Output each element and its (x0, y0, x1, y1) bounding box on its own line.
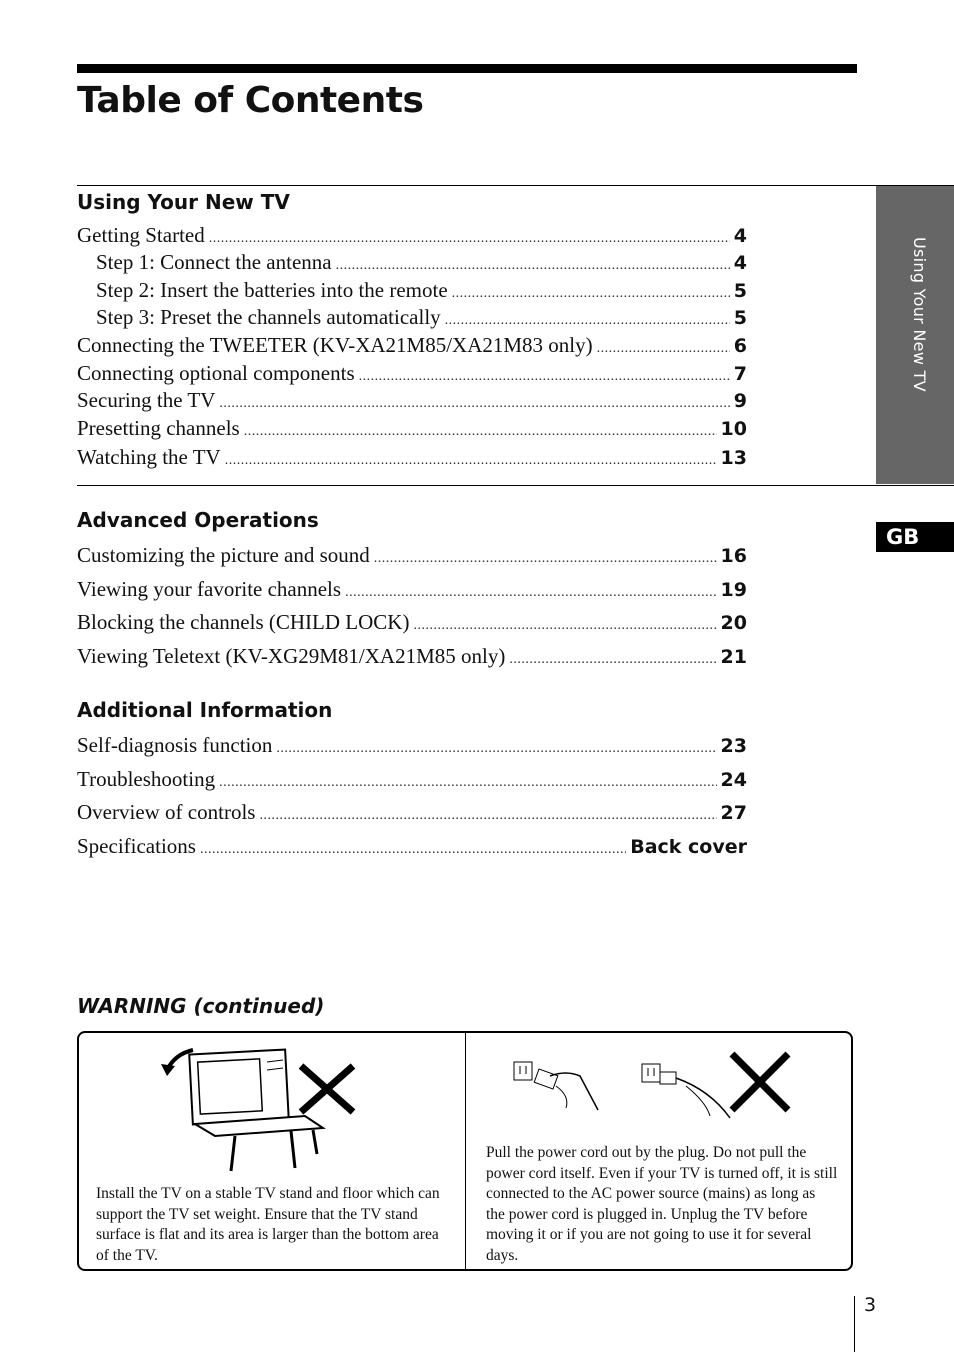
toc-entry[interactable] (77, 388, 747, 414)
toc-entry[interactable] (77, 577, 747, 603)
toc-entry[interactable] (77, 644, 747, 670)
toc-entry-page: 27 (720, 802, 747, 824)
toc-entry-page: 16 (720, 545, 747, 567)
leader-dots (219, 396, 729, 412)
toc-entry-label: Connecting optional components (77, 361, 355, 385)
leader-dots (413, 618, 716, 634)
leader-dots (597, 341, 730, 357)
toc-entry-page: 7 (733, 363, 747, 385)
page-title: Table of Contents (77, 80, 424, 121)
toc-entry-page: 21 (720, 646, 747, 668)
toc-entry-page: 9 (733, 390, 747, 412)
side-tab-label: Using Your New TV (910, 237, 929, 392)
section-heading-additional: Additional Information (77, 698, 333, 722)
leader-dots (509, 652, 716, 668)
top-rule (77, 64, 857, 73)
leader-dots (345, 585, 716, 601)
toc-entry-page: 5 (733, 307, 747, 329)
section-heading-using: Using Your New TV (77, 190, 290, 214)
toc-entry[interactable] (77, 333, 747, 359)
leader-dots (276, 741, 716, 757)
toc-entry-label: Presetting channels (77, 416, 240, 440)
language-tab: GB (876, 522, 954, 552)
toc-entry-label: Specifications (77, 834, 196, 858)
toc-entry[interactable] (77, 361, 747, 387)
section-rule-bottom (77, 485, 954, 486)
toc-entry-page: 6 (733, 335, 747, 357)
toc-entry[interactable] (96, 278, 747, 304)
leader-dots (200, 842, 626, 858)
toc-entry-page: 10 (720, 418, 747, 440)
page-number-rule (854, 1296, 855, 1352)
toc-entry[interactable] (77, 223, 747, 249)
section-heading-advanced: Advanced Operations (77, 508, 319, 532)
warning-divider (465, 1033, 466, 1271)
toc-entry-page: 19 (720, 579, 747, 601)
pull-cord-by-plug-illustration (510, 1046, 800, 1126)
page-number: 3 (864, 1294, 877, 1316)
leader-dots (452, 286, 730, 302)
toc-entry-label: Viewing Teletext (KV-XG29M81/XA21M85 only) (77, 644, 506, 668)
toc-entry-label: Self-diagnosis function (77, 733, 273, 757)
warning-right-text: Pull the power cord out by the plug. Do not pull the power cord itself. Even if your TV is turned off, it is still connected to the AC power source (mains) as long as the power cord is plugged in. Unplug the TV before moving it or if you are not going to use it for several days. (486, 1144, 838, 1264)
tv-tipping-over-illustration (155, 1036, 365, 1176)
toc-entry-label: Customizing the picture and sound (77, 543, 370, 567)
leader-dots (219, 775, 716, 791)
toc-entry[interactable] (77, 834, 747, 860)
toc-entry-label: Step 2: Insert the batteries into the remote (96, 278, 448, 302)
leader-dots (374, 551, 717, 567)
toc-entry-label: Securing the TV (77, 388, 216, 412)
toc-entry-label: Step 3: Preset the channels automatically (96, 305, 441, 329)
toc-entry-label: Blocking the channels (CHILD LOCK) (77, 610, 410, 634)
toc-entry-page: 24 (720, 769, 747, 791)
toc-entry-page: 5 (733, 280, 747, 302)
leader-dots (225, 453, 717, 469)
toc-entry-page: 13 (720, 447, 747, 469)
toc-entry[interactable] (77, 543, 747, 569)
toc-entry-page: 23 (720, 735, 747, 757)
toc-entry-label: Viewing your favorite channels (77, 577, 342, 601)
section-rule-top (77, 185, 954, 186)
toc-entry-label: Connecting the TWEETER (KV-XA21M85/XA21M83 only) (77, 333, 593, 357)
toc-entry-label: Troubleshooting (77, 767, 216, 791)
toc-entry[interactable] (96, 305, 747, 331)
leader-dots (336, 258, 730, 274)
toc-entry-page: 4 (733, 252, 747, 274)
toc-entry-page: Back cover (630, 836, 747, 858)
toc-entry[interactable] (77, 800, 747, 826)
toc-entry-label: Step 1: Connect the antenna (96, 250, 332, 274)
toc-entry-page: 4 (733, 225, 747, 247)
toc-entry[interactable] (77, 767, 747, 793)
warning-heading: WARNING (continued) (77, 994, 325, 1018)
toc-entry[interactable] (77, 416, 747, 442)
toc-entry-label: Watching the TV (77, 445, 221, 469)
leader-dots (445, 313, 730, 329)
leader-dots (244, 424, 717, 440)
toc-entry-label: Overview of controls (77, 800, 256, 824)
toc-entry[interactable] (77, 733, 747, 759)
toc-entry[interactable] (77, 445, 747, 471)
leader-dots (259, 808, 716, 824)
leader-dots (209, 231, 730, 247)
toc-entry[interactable] (96, 250, 747, 276)
leader-dots (359, 369, 730, 385)
toc-entry-page: 20 (720, 612, 747, 634)
toc-entry[interactable] (77, 610, 747, 636)
warning-left-text: Install the TV on a stable TV stand and floor which can support the TV set weight. Ensure that the TV stand surface is flat and its area is larger than the bottom area of the TV. (96, 1185, 440, 1264)
toc-entry-label: Getting Started (77, 223, 205, 247)
